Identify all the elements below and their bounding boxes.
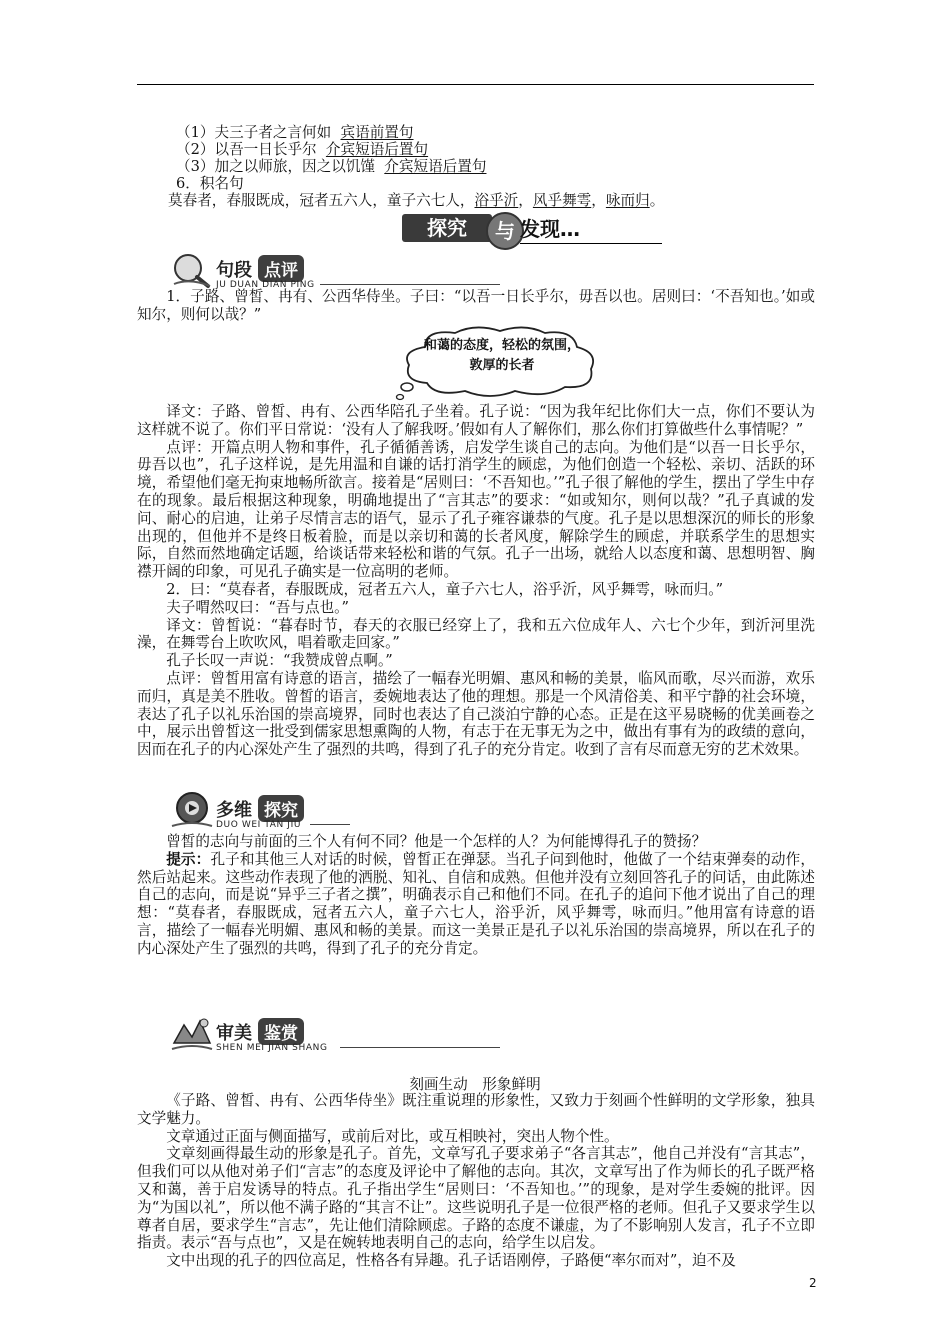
mingju-end: 。 [649, 192, 665, 209]
mingju-blank-1: 浴乎沂 [474, 192, 519, 209]
magnifier-icon [170, 250, 214, 290]
mingju-blank-2: 风乎舞雩 [532, 192, 592, 209]
duowei-question: 曾皙的志向与前面的三个人有何不同？他是一个怎样的人？为何能博得孔子的赞扬？ [166, 833, 707, 850]
cloud-text: 和蔼的态度，轻松的氛围，敦厚的长者 [423, 338, 580, 373]
mingju-heading: 6．积名句 [176, 175, 244, 192]
banner-mid: 与 [486, 212, 524, 250]
dianping-2: 点评：曾皙用富有诗意的语言，描绘了一幅春光明媚、惠风和畅的美景，临风而歌，尽兴而游，欢乐而归，真是美不胜收。曾皙的语言，委婉地表达了他的理想。那是一个风清俗美、和平宁静的社会环境，表达了孔子以礼乐治国的崇高境界，同时也表达了自己淡泊宁静的心态。正是在这平易晓畅的优美画卷之中，展示出曾皙这一批受到儒家思想熏陶的人物，有志于在无事无为之中，做出有事有为的政绩的意向，因而在孔子的内心深处产生了强烈的共鸣，得到了孔子的充分肯定。收到了言有尽而意无穷的艺术效果。 [137, 669, 815, 759]
section-rule [320, 284, 500, 285]
mingju-sep: ， [518, 192, 533, 209]
landscape-icon [170, 1013, 214, 1053]
hint-label: 提示： [166, 850, 211, 868]
section-title-b: 探究 [258, 795, 304, 822]
shenmei-p1: 《子路、曾皙、冉有、公西华侍坐》既注重说理的形象性，又致力于刻画个性鲜明的文学形象，独具文学魅力。 [137, 1092, 815, 1127]
section-header-duowei [170, 790, 350, 834]
item-text: （1）夫三子者之言何如 [176, 124, 332, 141]
banner-left: 探究 [402, 214, 492, 242]
judian-q1 [137, 288, 815, 324]
mingju-plain: 莫春者，春服既成，冠者五六人，童子六七人， [168, 192, 475, 209]
item-text: （2）以吾一日长乎尔 [176, 141, 317, 158]
header-item-1 [176, 124, 414, 141]
mingju-blank-3: 咏而归 [605, 192, 650, 209]
section-title-b: 点评 [258, 255, 304, 282]
top-rule [137, 84, 814, 85]
duowei-body [137, 833, 815, 958]
q2b-text: 夫子喟然叹曰：“吾与点也。” [166, 598, 349, 616]
q1-text: 1．子路、曾皙、冉有、公西华侍坐。子曰：“以吾一日长乎尔，毋吾以也。居则曰：‘不吾知也。’如或知尔，则何以哉？” [137, 288, 815, 323]
item-text: （3）加之以师旅，因之以饥馑 [176, 158, 376, 175]
yiwen-2b: 孔子长叹一声说：“我赞成曾点啊。” [166, 652, 393, 670]
shenmei-subtitle: 刻画生动 形象鲜明 [409, 1076, 541, 1093]
judian-body [137, 403, 815, 759]
yiwen-1: 译文：子路、曾皙、冉有、公西华陪孔子坐着。孔子说：“因为我年纪比你们大一点，你们不要认为这样就不说了。你们平日常说：‘没有人了解我呀。’假如有人了解你们，那么你们打算做些什么事情呢？” [137, 403, 815, 438]
mingju-line [168, 192, 664, 209]
section-title-a: 多维 [216, 800, 252, 821]
dianping-1: 点评：开篇点明人物和事件，孔子循循善诱，启发学生谈自己的志向。为他们是“以吾一日长乎尔，毋吾以也”，孔子这样说，是先用温和自谦的话打消学生的顾虑，为他们创造一个轻松、亲切、活跃的环境，希望他们毫无拘束地畅所欲言。接着是“居则曰：‘不吾知也。’”孔子很了解他的学生，摆出了学生中存在的现象。最后根据这种现象，明确地提出了“言其志”的要求：“如或知尔，则何以哉？”孔子真诚的发问、耐心的启迪，让弟子尽情言志的语气，显示了孔子雍容谦恭的气度。孔子是以思想深沉的师长的形象出现的，但他并不是终日板着脸，而是以亲切和蔼的长者风度，解除学生的顾虑，并联系学生的思想实际，自然而然地确定话题，给谈话带来轻松和谐的气氛。孔子一出场，就给人以态度和蔼、思想明智、胸襟开阔的印象，可见孔子确实是一位高明的老师。 [137, 438, 815, 581]
shenmei-p3: 文章刻画得最生动的形象是孔子。首先，文章写孔子要求弟子“各言其志”，他自己并没有“言其志”，但我们可以从他对弟子们“言志”的态度及评论中了解他的志向。其次，文章写出了作为师长的孔子既严格又和蔼，善于启发诱导的特点。孔子指出学生“居则曰：‘不吾知也。’”的现象，是对学生委婉的批评。因为“为国以礼”，所以他不满子路的“其言不让”。这些说明孔子是一位很严格的老师。但孔子又要求学生以尊者自居，要求学生“言志”，先让他们清除顾虑。子路的态度不谦虚，为了不影响别人发言，孔子不立即指责。表示“吾与点也”，又是在婉转地表明自己的志向，给学生以启发。 [137, 1145, 815, 1252]
banner-right: 发现… [520, 217, 580, 241]
section-pinyin: DUO WEI TAN JIU [216, 820, 302, 830]
section-pinyin: SHEN MEI JIAN SHANG [216, 1043, 328, 1053]
shenmei-p4: 文中出现的孔子的四位高足，性格各有异趣。孔子话语刚停，子路便“率尔而对”，迫不及 [166, 1252, 736, 1270]
header-item-3 [176, 158, 486, 175]
section-title-a: 句段 [216, 260, 252, 281]
item-answer: 介宾短语后置句 [325, 141, 429, 158]
item-answer: 宾语前置句 [340, 124, 414, 141]
page-number: 2 [809, 1276, 817, 1290]
header-item-2 [176, 141, 428, 158]
section-title-a: 审美 [216, 1023, 252, 1044]
item-answer: 介宾短语后置句 [384, 158, 487, 175]
shenmei-body [137, 1092, 815, 1270]
section-rule [340, 1047, 500, 1048]
banner-rule [520, 243, 662, 244]
q2-text: 2．曰：“莫春者，春服既成，冠者五六人，童子六七人，浴乎沂，风乎舞雩，咏而归。” [166, 580, 724, 598]
hint-text: 孔子和其他三人对话的时候，曾皙正在弹瑟。当孔子问到他时，他做了一个结束弹奏的动作，然后站起来。这些动作表现了他的洒脱、知礼、自信和成熟。但他并没有立刻回答孔子的问话，由此陈述自己的志向，而是说“异乎三子者之撰”，明确表示自己和他们不同。在孔子的追问下他才说出了自己的理想：“莫春者，春服既成，冠者五六人，童子六七人，浴乎沂，风乎舞雩，咏而归。”他用富有诗意的语言，描绘了一幅春光明媚、惠风和畅的美景。而这一美景正是孔子以礼乐治国的崇高境界，所以在孔子的内心深处产生了强烈的共鸣，得到了孔子的充分肯定。 [137, 850, 815, 957]
section-header-shenmei [170, 1013, 500, 1057]
section-rule [310, 824, 350, 825]
yiwen-2: 译文：曾皙说：“暮春时节，春天的衣服已经穿上了，我和五六位成年人、六七个少年，到沂河里洗澡，在舞雩台上吹吹风，唱着歌走回家。” [137, 616, 815, 652]
section-title-b: 鉴赏 [258, 1018, 304, 1045]
section-pinyin: JU DUAN DIAN PING [216, 280, 315, 290]
mingju-sep: ， [591, 192, 606, 209]
shenmei-p2: 文章通过正面与侧面描写，或前后对比，或互相映衬，突出人物个性。 [166, 1127, 619, 1145]
explore-banner [400, 212, 662, 246]
play-disc-icon [170, 790, 214, 830]
